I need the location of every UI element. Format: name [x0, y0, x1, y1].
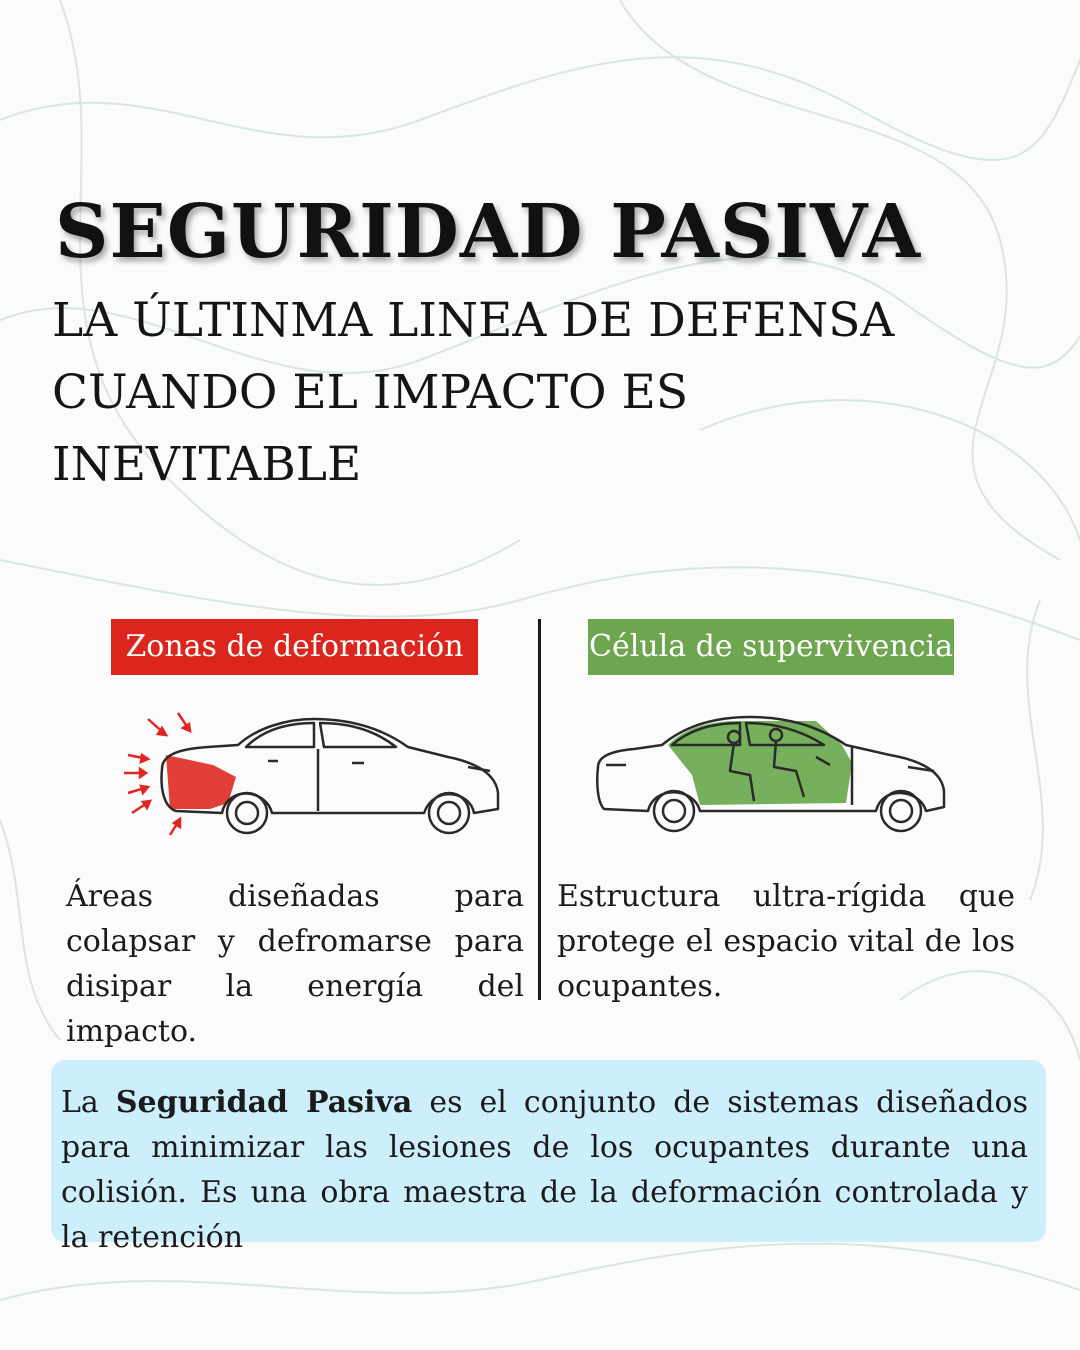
summary-body: es el conjunto de sistemas diseñados para minimizar las lesiones de los ocupantes durante una colisión. Es una obra maestra de la deformación controlada y la retención	[61, 1085, 1028, 1255]
page-title: SEGURIDAD PASIVA	[55, 189, 922, 275]
car-crumple-zone-icon	[118, 705, 502, 840]
column-divider	[538, 619, 541, 1000]
survival-cell-label: Célula de supervivencia	[588, 619, 954, 675]
summary-text	[61, 1080, 1028, 1260]
car-survival-cell-icon	[590, 705, 950, 840]
crumple-zone-label: Zonas de deformación	[111, 619, 478, 675]
summary-highlight: Seguridad Pasiva	[115, 1085, 413, 1120]
summary-prefix: La	[61, 1085, 116, 1120]
crumple-zone-description: Áreas diseñadas para colapsar y defromarse para disipar la energía del impacto.	[66, 879, 524, 1049]
summary-box	[51, 1060, 1046, 1255]
page-subtitle: LA ÚLTINMA LINEA DE DEFENSA CUANDO EL IMPACTO ES INEVITABLE	[52, 293, 895, 492]
survival-cell-description: Estructura ultra-rígida que protege el espacio vital de los ocupantes.	[557, 879, 1015, 1004]
